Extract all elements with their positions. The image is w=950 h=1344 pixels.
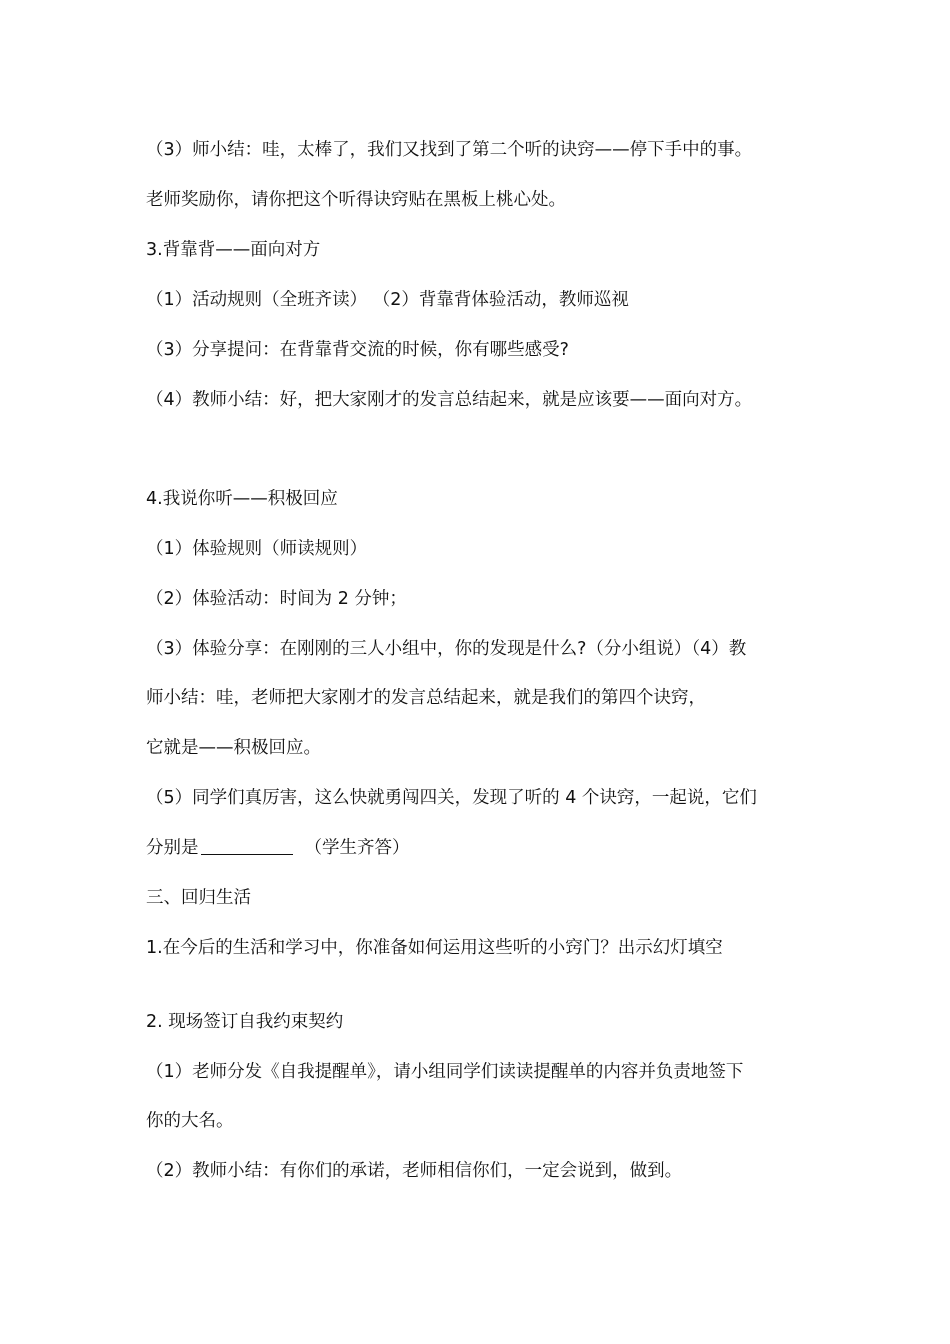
- section-heading: 4.我说你听——积极回应: [146, 489, 338, 509]
- text-line: （1）体验规则（师读规则）: [146, 539, 368, 559]
- text-line: 1.在今后的生活和学习中，你准备如何运用这些听的小窍门？出示幻灯填空: [146, 938, 723, 958]
- text-line: 它就是——积极回应。: [146, 738, 321, 758]
- text-segment: 分别是: [146, 838, 199, 858]
- section-heading: 2. 现场签订自我约束契约: [146, 1012, 344, 1032]
- text-line: （4）教师小结：好，把大家刚才的发言总结起来，就是应该要——面向对方。: [146, 390, 753, 410]
- text-line: （1）活动规则（全班齐读） （2）背靠背体验活动，教师巡视: [146, 290, 629, 310]
- text-line: （3）体验分享：在刚刚的三人小组中，你的发现是什么?（分小组说）（4）教: [146, 639, 747, 659]
- text-line: （2）体验活动：时间为 2 分钟；: [146, 589, 407, 609]
- section-heading: 3.背靠背——面向对方: [146, 240, 321, 260]
- text-line: 你的大名。: [146, 1111, 234, 1131]
- fill-in-line: [146, 836, 410, 860]
- section-heading: 三、回归生活: [146, 888, 251, 908]
- text-segment: （学生齐答）: [304, 838, 410, 858]
- text-line: 老师奖励你，请你把这个听得诀窍贴在黑板上桃心处。: [146, 190, 566, 210]
- text-line: （3）师小结：哇，太棒了，我们又找到了第二个听的诀窍——停下手中的事。: [146, 140, 753, 160]
- text-line: 师小结：哇，老师把大家刚才的发言总结起来，就是我们的第四个诀窍，: [146, 688, 706, 708]
- text-line: （1）老师分发《自我提醒单》，请小组同学们读读提醒单的内容并负责地签下: [146, 1062, 744, 1082]
- text-line: （2）教师小结：有你们的承诺，老师相信你们，一定会说到，做到。: [146, 1161, 683, 1181]
- text-line: （5）同学们真厉害，这么快就勇闯四关，发现了听的 4 个诀窍，一起说，它们: [146, 788, 757, 808]
- answer-blank: [201, 838, 293, 855]
- text-line: （3）分享提问：在背靠背交流的时候，你有哪些感受?: [146, 340, 569, 360]
